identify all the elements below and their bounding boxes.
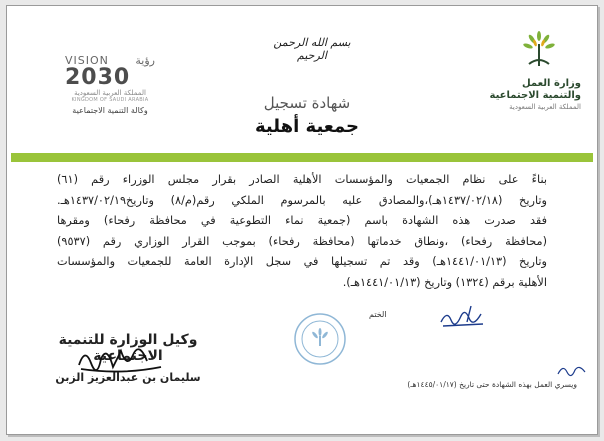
ministry-name (481, 78, 581, 112)
vision-en: VISION (65, 54, 109, 67)
vision-2030-logo (65, 54, 155, 115)
deputy-name: سليمان بن عبدالعزيز الزبن (55, 371, 201, 384)
official-stamp-icon (293, 312, 347, 366)
certificate-subtitle: جمعية أهلية (255, 116, 359, 137)
kingdom-ar: المملكة العربية السعودية (74, 89, 146, 97)
ministry-logo-icon (519, 30, 559, 70)
initials-signature-image (555, 362, 589, 378)
body-line: وتاريخ (١٤٤١/٠١/١٣هـ) وقد تم تسجيلها في سجل الإدارة العامة للجمعيات والمؤسسات (57, 255, 547, 268)
body-line: وتاريخ (١٤٣٧/٠٢/١٨هـ)،والمصادق عليه بالمرسوم الملكي رقم(م/٨) وتاريخ١٤٣٧/٠٢/١٩هـ. (57, 193, 547, 207)
certificate-body (57, 170, 547, 293)
ministry-name-line1: وزارة العمل (522, 78, 581, 89)
signature-image (437, 302, 487, 330)
validity-note: ويسري العمل بهذه الشهادة حتى تاريخ (١٤٤٥/٠١/١٧هـ) (407, 380, 577, 389)
certificate-page (6, 5, 598, 435)
deputy-signature-image (71, 341, 171, 375)
ministry-country: المملكة العربية السعودية (509, 103, 581, 111)
basmala: بسم الله الرحمن الرحيم (273, 36, 351, 62)
body-line: الأهلية برقم (١٣٢٤) وتاريخ (١٤٤١/٠١/١٣هـ). (342, 275, 547, 289)
body-line: (محافظة رفحاء) ،ونطاق خدماتها (محافظة رفحاء) بموجب القرار الوزاري رقم (٩٥٣٧) (57, 234, 547, 248)
agency-name: وكالة التنمية الاجتماعية (72, 106, 148, 115)
deputy-title: وكيل الوزارة للتنمية الاجتماعية (58, 332, 198, 364)
body-line: فقد صدرت هذه الشهادة باسم (جمعية نماء التطوعية في محافظة رفحاء) ومقرها (57, 214, 547, 227)
ministry-name-line2: والتنمية الاجتماعية (489, 90, 581, 101)
divider-bar (11, 153, 593, 162)
certificate-title: شهادة تسجيل (263, 94, 351, 112)
stamp-label: الختم (369, 310, 387, 319)
vision-ar: رؤية (135, 54, 155, 67)
kingdom-en: KINGDOM OF SAUDI ARABIA (71, 97, 149, 103)
vision-year: 2030 (65, 65, 131, 90)
body-line: بناءً على نظام الجمعيات والمؤسسات الأهلية الصادر بقرار مجلس الوزراء رقم (٦١) (57, 173, 547, 186)
